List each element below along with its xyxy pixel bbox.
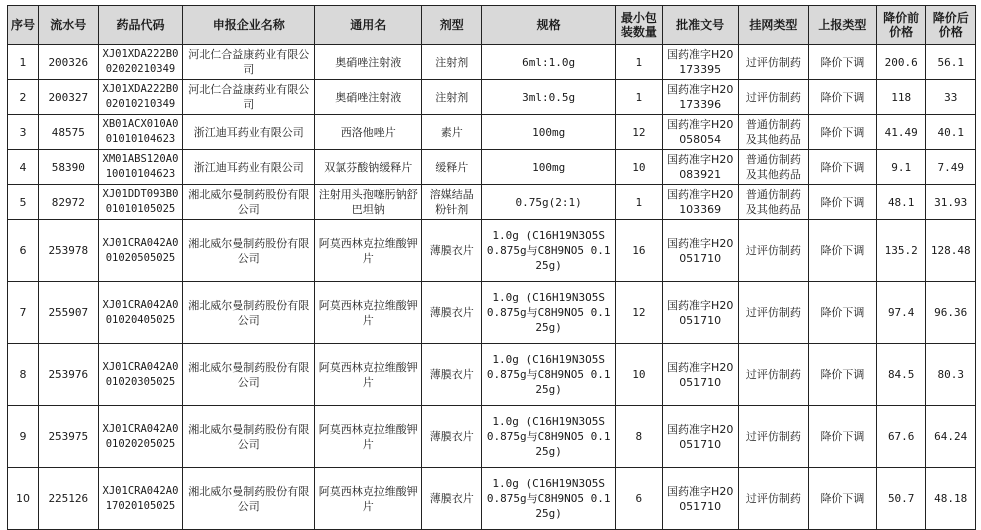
cell-min-pack: 12: [616, 282, 662, 344]
cell-serial: 255907: [38, 282, 98, 344]
cell-listing-type: 普通仿制药及其他药品: [738, 150, 808, 185]
cell-approval-no: 国药准字H20083921: [662, 150, 738, 185]
price-adjustment-sheet: [7, 5, 976, 530]
cell-price-after: 96.36: [926, 282, 976, 344]
cell-serial: 253975: [38, 406, 98, 468]
cell-dosage-form: 薄膜衣片: [422, 282, 482, 344]
cell-company: 浙江迪耳药业有限公司: [183, 115, 315, 150]
cell-spec: 1.0g (C16H19N3O5S 0.875g与C8H9NO5 0.125g): [482, 282, 616, 344]
cell-report-type: 降价下调: [808, 468, 876, 530]
cell-serial: 253978: [38, 220, 98, 282]
cell-report-type: 降价下调: [808, 282, 876, 344]
cell-seq: 2: [8, 80, 39, 115]
cell-min-pack: 8: [616, 406, 662, 468]
col-header-listing-type: 挂网类型: [738, 6, 808, 45]
col-header-serial: 流水号: [38, 6, 98, 45]
table-row: [8, 406, 976, 468]
cell-seq: 8: [8, 344, 39, 406]
cell-dosage-form: 薄膜衣片: [422, 406, 482, 468]
cell-seq: 6: [8, 220, 39, 282]
cell-min-pack: 10: [616, 344, 662, 406]
cell-price-before: 118: [876, 80, 925, 115]
col-header-price-before: 降价前价格: [876, 6, 925, 45]
cell-company: 湘北威尔曼制药股份有限公司: [183, 468, 315, 530]
col-header-company: 申报企业名称: [183, 6, 315, 45]
cell-spec: 0.75g(2:1): [482, 185, 616, 220]
cell-seq: 4: [8, 150, 39, 185]
cell-listing-type: 过评仿制药: [738, 468, 808, 530]
cell-serial: 58390: [38, 150, 98, 185]
cell-seq: 7: [8, 282, 39, 344]
cell-dosage-form: 薄膜衣片: [422, 468, 482, 530]
cell-company: 湘北威尔曼制药股份有限公司: [183, 406, 315, 468]
cell-seq: 9: [8, 406, 39, 468]
table-row: [8, 150, 976, 185]
cell-seq: 10: [8, 468, 39, 530]
cell-company: 湘北威尔曼制药股份有限公司: [183, 185, 315, 220]
cell-price-after: 48.18: [926, 468, 976, 530]
cell-listing-type: 过评仿制药: [738, 220, 808, 282]
cell-spec: 100mg: [482, 150, 616, 185]
cell-min-pack: 1: [616, 185, 662, 220]
cell-price-after: 80.3: [926, 344, 976, 406]
cell-price-before: 200.6: [876, 45, 925, 80]
cell-generic-name: 奥硝唑注射液: [315, 80, 422, 115]
cell-min-pack: 12: [616, 115, 662, 150]
cell-serial: 200327: [38, 80, 98, 115]
col-header-price-after: 降价后价格: [926, 6, 976, 45]
cell-dosage-form: 注射剂: [422, 80, 482, 115]
cell-price-before: 84.5: [876, 344, 925, 406]
cell-generic-name: 阿莫西林克拉维酸钾片: [315, 406, 422, 468]
cell-generic-name: 西洛他唑片: [315, 115, 422, 150]
cell-drug-code: XJ01CRA042A001020405025: [98, 282, 183, 344]
cell-price-after: 7.49: [926, 150, 976, 185]
col-header-dosage-form: 剂型: [422, 6, 482, 45]
cell-company: 湘北威尔曼制药股份有限公司: [183, 344, 315, 406]
cell-serial: 253976: [38, 344, 98, 406]
table-row: [8, 185, 976, 220]
cell-approval-no: 国药准字H20058054: [662, 115, 738, 150]
table-row: [8, 282, 976, 344]
cell-serial: 200326: [38, 45, 98, 80]
cell-min-pack: 16: [616, 220, 662, 282]
cell-price-after: 64.24: [926, 406, 976, 468]
cell-listing-type: 普通仿制药及其他药品: [738, 185, 808, 220]
cell-price-before: 135.2: [876, 220, 925, 282]
cell-drug-code: XJ01CRA042A017020105025: [98, 468, 183, 530]
cell-spec: 100mg: [482, 115, 616, 150]
cell-spec: 1.0g (C16H19N3O5S 0.875g与C8H9NO5 0.125g): [482, 344, 616, 406]
cell-dosage-form: 溶媒结晶粉针剂: [422, 185, 482, 220]
cell-drug-code: XM01ABS120A010010104623: [98, 150, 183, 185]
cell-generic-name: 阿莫西林克拉维酸钾片: [315, 468, 422, 530]
cell-approval-no: 国药准字H20051710: [662, 468, 738, 530]
cell-dosage-form: 薄膜衣片: [422, 344, 482, 406]
cell-price-before: 67.6: [876, 406, 925, 468]
cell-min-pack: 1: [616, 45, 662, 80]
cell-report-type: 降价下调: [808, 150, 876, 185]
cell-price-before: 41.49: [876, 115, 925, 150]
cell-listing-type: 过评仿制药: [738, 80, 808, 115]
cell-approval-no: 国药准字H20051710: [662, 344, 738, 406]
cell-min-pack: 10: [616, 150, 662, 185]
header-row: [8, 6, 976, 45]
cell-company: 河北仁合益康药业有限公司: [183, 45, 315, 80]
cell-price-after: 128.48: [926, 220, 976, 282]
cell-listing-type: 普通仿制药及其他药品: [738, 115, 808, 150]
cell-spec: 3ml:0.5g: [482, 80, 616, 115]
cell-spec: 1.0g (C16H19N3O5S 0.875g与C8H9NO5 0.125g): [482, 220, 616, 282]
col-header-approval-no: 批准文号: [662, 6, 738, 45]
cell-price-before: 97.4: [876, 282, 925, 344]
cell-drug-code: XJ01XDA222B002010210349: [98, 80, 183, 115]
cell-report-type: 降价下调: [808, 344, 876, 406]
cell-serial: 48575: [38, 115, 98, 150]
table-row: [8, 344, 976, 406]
cell-generic-name: 阿莫西林克拉维酸钾片: [315, 220, 422, 282]
cell-report-type: 降价下调: [808, 406, 876, 468]
cell-price-after: 56.1: [926, 45, 976, 80]
cell-drug-code: XB01ACX010A001010104623: [98, 115, 183, 150]
cell-drug-code: XJ01CRA042A001020205025: [98, 406, 183, 468]
cell-generic-name: 双氯芬酸钠缓释片: [315, 150, 422, 185]
cell-dosage-form: 素片: [422, 115, 482, 150]
cell-report-type: 降价下调: [808, 45, 876, 80]
cell-approval-no: 国药准字H20051710: [662, 282, 738, 344]
cell-generic-name: 注射用头孢噻肟钠舒巴坦钠: [315, 185, 422, 220]
table-row: [8, 220, 976, 282]
cell-approval-no: 国药准字H20103369: [662, 185, 738, 220]
cell-drug-code: XJ01DDT093B001010105025: [98, 185, 183, 220]
cell-min-pack: 6: [616, 468, 662, 530]
cell-approval-no: 国药准字H20051710: [662, 406, 738, 468]
cell-listing-type: 过评仿制药: [738, 45, 808, 80]
cell-seq: 3: [8, 115, 39, 150]
cell-seq: 5: [8, 185, 39, 220]
cell-generic-name: 阿莫西林克拉维酸钾片: [315, 282, 422, 344]
cell-price-before: 9.1: [876, 150, 925, 185]
cell-min-pack: 1: [616, 80, 662, 115]
drug-price-table: [7, 5, 976, 530]
cell-dosage-form: 注射剂: [422, 45, 482, 80]
cell-seq: 1: [8, 45, 39, 80]
cell-drug-code: XJ01CRA042A001020305025: [98, 344, 183, 406]
cell-company: 湘北威尔曼制药股份有限公司: [183, 220, 315, 282]
cell-price-before: 50.7: [876, 468, 925, 530]
cell-dosage-form: 薄膜衣片: [422, 220, 482, 282]
cell-serial: 82972: [38, 185, 98, 220]
table-row: [8, 468, 976, 530]
table-row: [8, 115, 976, 150]
cell-drug-code: XJ01XDA222B002020210349: [98, 45, 183, 80]
table-row: [8, 80, 976, 115]
cell-generic-name: 阿莫西林克拉维酸钾片: [315, 344, 422, 406]
col-header-spec: 规格: [482, 6, 616, 45]
cell-report-type: 降价下调: [808, 80, 876, 115]
cell-report-type: 降价下调: [808, 220, 876, 282]
cell-serial: 225126: [38, 468, 98, 530]
col-header-generic-name: 通用名: [315, 6, 422, 45]
cell-approval-no: 国药准字H20051710: [662, 220, 738, 282]
cell-listing-type: 过评仿制药: [738, 406, 808, 468]
cell-company: 浙江迪耳药业有限公司: [183, 150, 315, 185]
cell-approval-no: 国药准字H20173396: [662, 80, 738, 115]
table-row: [8, 45, 976, 80]
cell-spec: 1.0g (C16H19N3O5S 0.875g与C8H9NO5 0.125g): [482, 406, 616, 468]
col-header-min-pack: 最小包装数量: [616, 6, 662, 45]
cell-report-type: 降价下调: [808, 115, 876, 150]
cell-spec: 6ml:1.0g: [482, 45, 616, 80]
cell-price-after: 31.93: [926, 185, 976, 220]
cell-listing-type: 过评仿制药: [738, 344, 808, 406]
cell-generic-name: 奥硝唑注射液: [315, 45, 422, 80]
cell-spec: 1.0g (C16H19N3O5S 0.875g与C8H9NO5 0.125g): [482, 468, 616, 530]
col-header-seq: 序号: [8, 6, 39, 45]
col-header-report-type: 上报类型: [808, 6, 876, 45]
cell-drug-code: XJ01CRA042A001020505025: [98, 220, 183, 282]
cell-price-after: 40.1: [926, 115, 976, 150]
cell-price-before: 48.1: [876, 185, 925, 220]
cell-dosage-form: 缓释片: [422, 150, 482, 185]
col-header-drug-code: 药品代码: [98, 6, 183, 45]
cell-company: 湘北威尔曼制药股份有限公司: [183, 282, 315, 344]
cell-company: 河北仁合益康药业有限公司: [183, 80, 315, 115]
cell-approval-no: 国药准字H20173395: [662, 45, 738, 80]
cell-price-after: 33: [926, 80, 976, 115]
cell-report-type: 降价下调: [808, 185, 876, 220]
cell-listing-type: 过评仿制药: [738, 282, 808, 344]
